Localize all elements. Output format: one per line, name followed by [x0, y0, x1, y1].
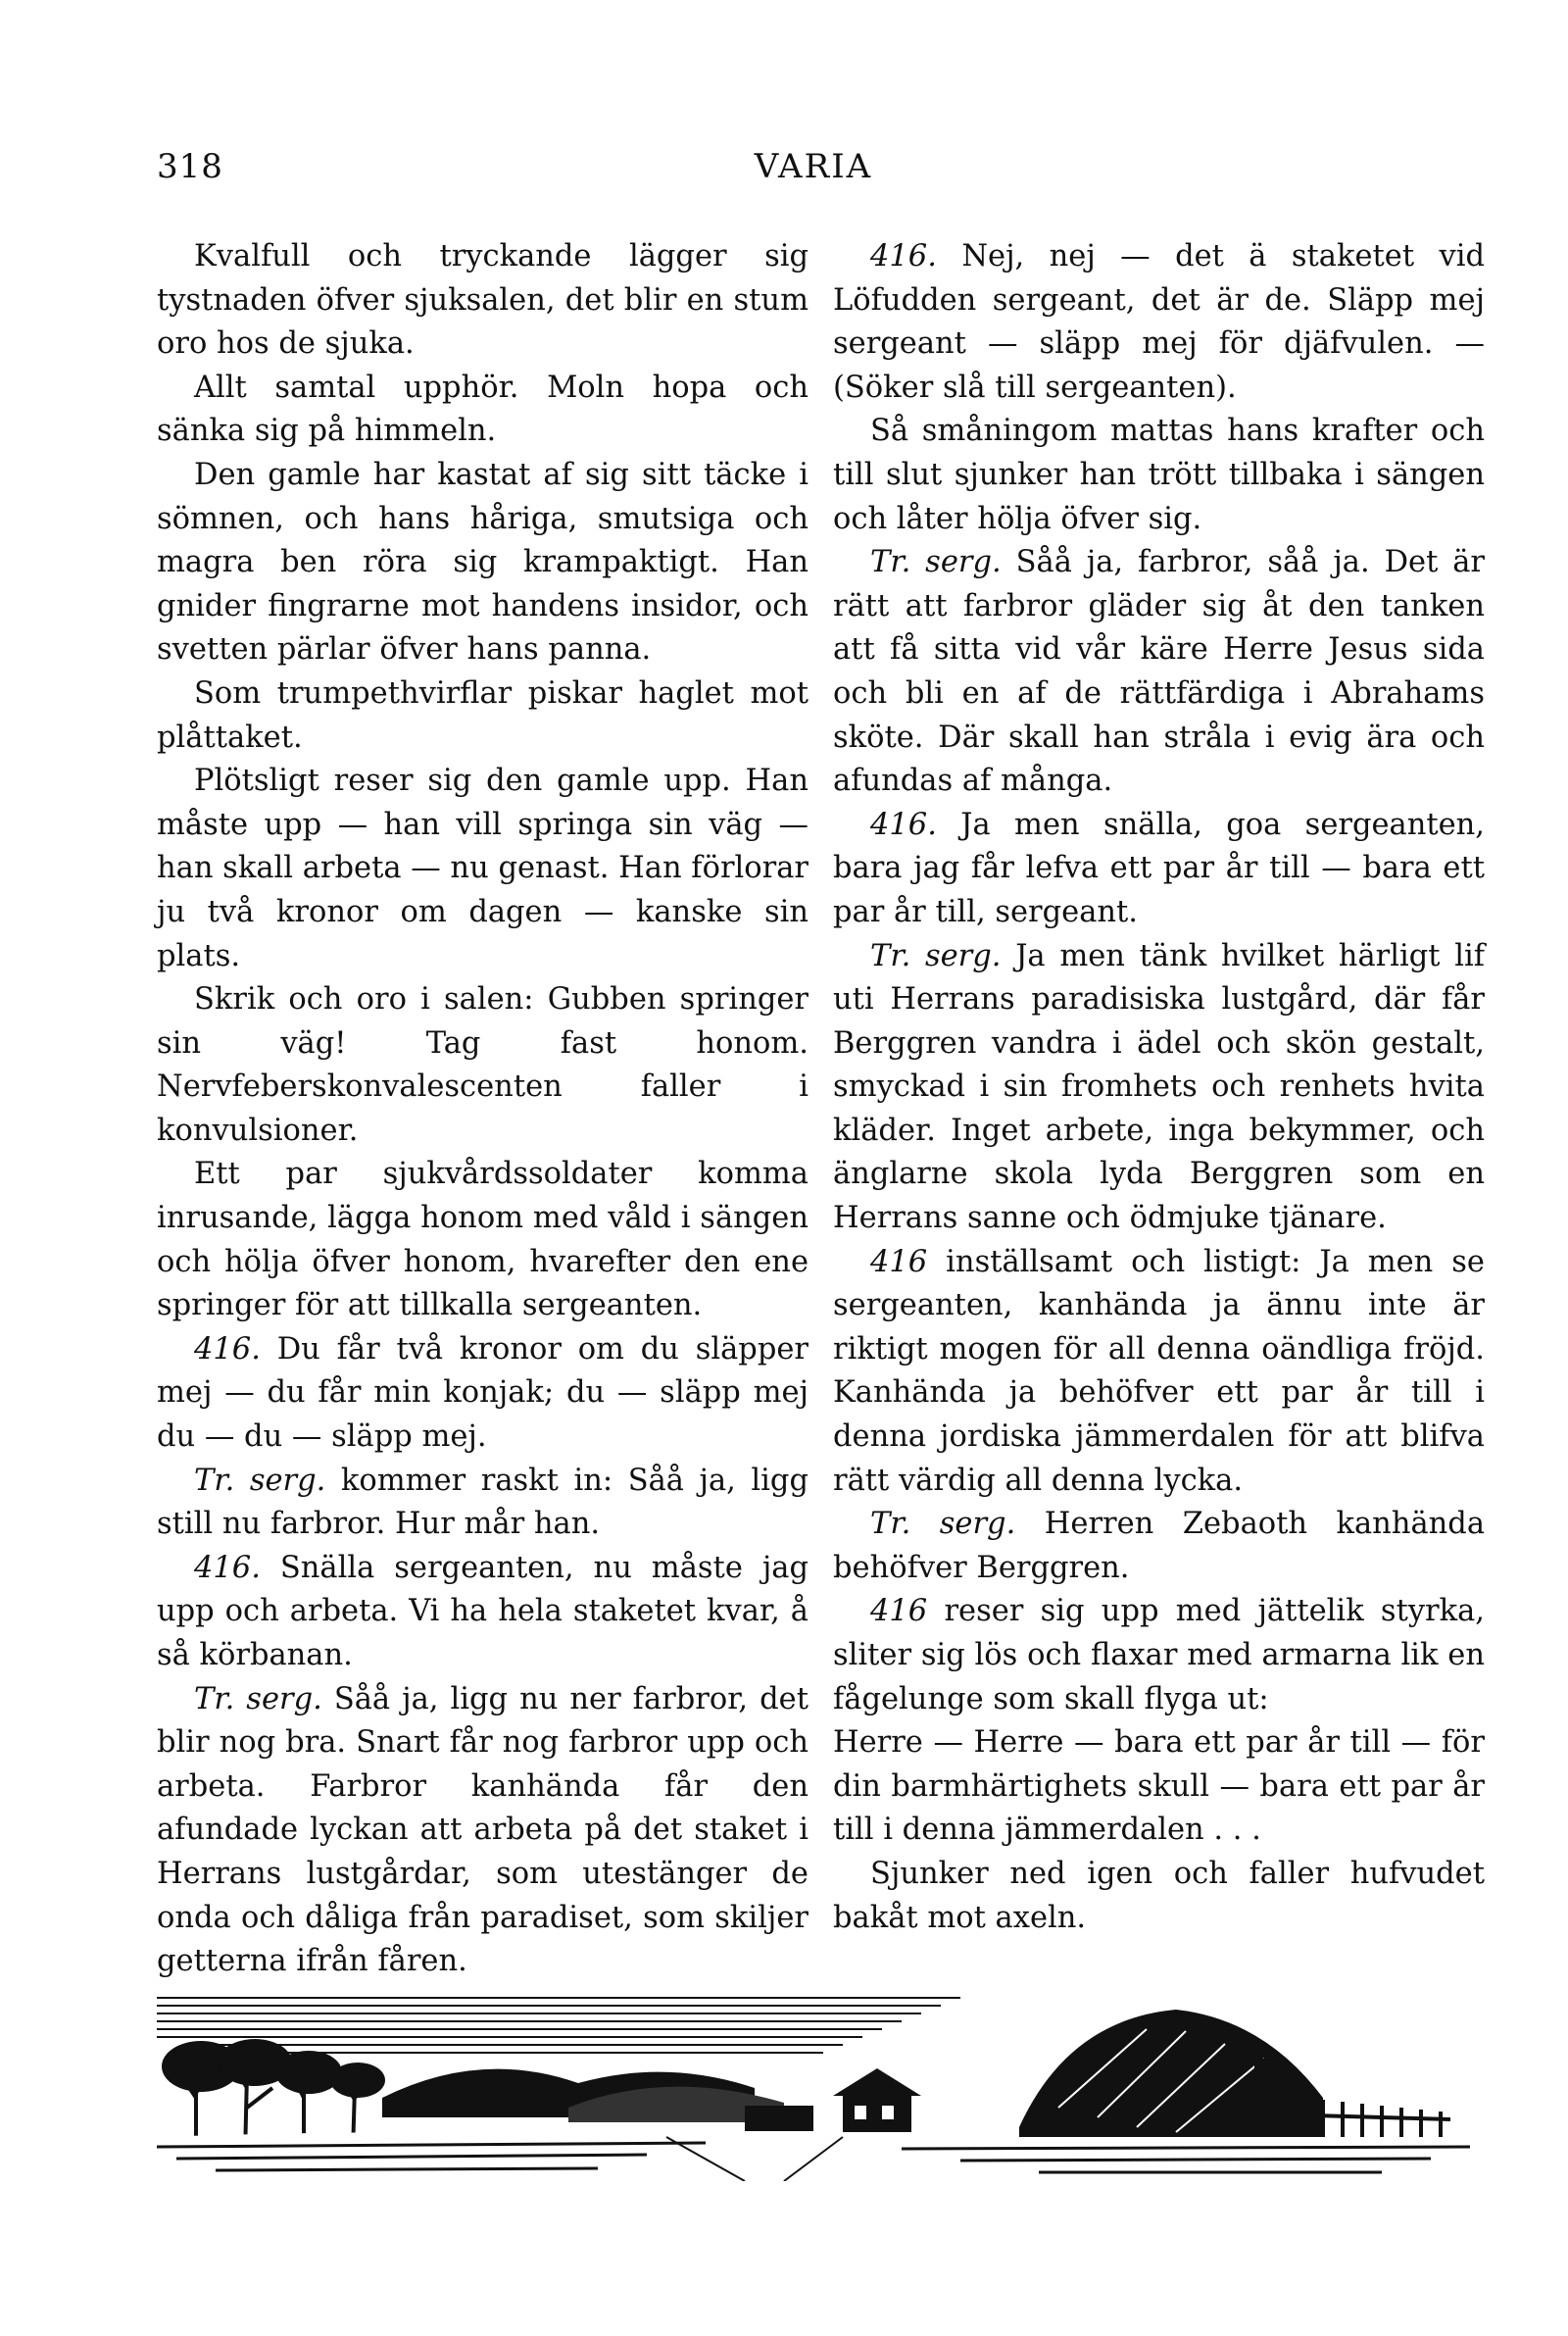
paragraph: Som trumpethvirflar piskar haglet mot plåttaket. — [157, 675, 808, 755]
paragraph: Herre — Herre — bara ett par år till — för din barmhärtighets skull — bara ett par år till i denna jämmerdalen . . . — [833, 1725, 1485, 1848]
dialogue-line: 416. Snälla sergeanten, nu måste jag upp och arbeta. Vi ha hela staketet kvar, å så körbanan. — [157, 1550, 808, 1672]
speaker-label: 416 — [870, 1244, 928, 1279]
speaker-label: Tr. serg. — [870, 938, 1002, 973]
paragraph: Skrik och oro i salen: Gubben springer sin väg! Tag fast honom. Nervfeberskonvalescenten faller i konvulsioner. — [157, 982, 808, 1148]
dialogue-line: Tr. serg. Såå ja, ligg nu ner farbror, det blir nog bra. Snart får nog farbror upp och arbeta. Farbror kanhända får den afundade lyckan att arbeta på det staket i Herrans lustgårdar, som utestänger de onda och dåliga från paradiset, som skiljer getterna ifrån fåren. — [157, 1681, 808, 1979]
speaker-label: 416. — [194, 1550, 261, 1585]
page-header — [157, 147, 1470, 196]
landscape-illustration — [157, 1990, 1470, 2181]
paragraph: Ett par sjukvårdssoldater komma inrusande, lägga honom med våld i sängen och hölja öfver honom, hvarefter den ene springer för att tillkalla sergeanten. — [157, 1157, 808, 1323]
speaker-label: Tr. serg. — [870, 545, 1002, 580]
paragraph: Den gamle har kastat af sig sitt täcke i sömnen, och hans håriga, smutsiga och magra ben röra sig krampaktigt. Han gnider fingrarne mot handens insidor, och svetten pärlar öfver hans panna. — [157, 457, 808, 668]
speaker-label: 416. — [870, 807, 937, 842]
running-head: VARIA — [754, 147, 873, 186]
paragraph: Kvalfull och tryckande lägger sig tystnaden öfver sjuksalen, det blir en stum oro hos de sjuka. — [157, 239, 808, 362]
speaker-label: Tr. serg. — [194, 1463, 326, 1498]
dialogue-line: 416. Ja men snälla, goa sergeanten, bara jag får lefva ett par år till — bara ett par år till, sergeant. — [833, 807, 1485, 929]
dialogue-line: Tr. serg. Herren Zebaoth kanhända behöfver Berggren. — [833, 1507, 1486, 1585]
speaker-label: 416 — [870, 1594, 928, 1629]
paragraph: Sjunker ned igen och faller hufvudet bakåt mot axeln. — [833, 1856, 1485, 1935]
paragraph: Plötsligt reser sig den gamle upp. Han måste upp — han vill springa sin väg — han skall arbeta — nu genast. Han förlorar ju två kronor om dagen — kanske sin plats. — [157, 764, 808, 973]
dialogue-line: 416 reser sig upp med jättelik styrka, sliter sig lös och flaxar med armarna lik en fågelunge som skall flyga ut: — [833, 1594, 1485, 1716]
speaker-label: Tr. serg. — [870, 1507, 1016, 1542]
paragraph: Allt samtal upphör. Moln hopa och sänka sig på himmeln. — [157, 370, 808, 449]
dialogue-line: 416 inställsamt och listigt: Ja men se sergeanten, kanhända ja ännu inte är riktigt mogen för all denna oändliga fröjd. Kanhända ja behöfver ett par år till i denna jordiska jämmerdalen för att blifva rätt värdig all denna lycka. — [833, 1244, 1485, 1498]
paragraph: Så småningom mattas hans krafter och till slut sjunker han trött tillbaka i sängen och låter hölja öfver sig. — [833, 414, 1485, 536]
dialogue-line: Tr. serg. Ja men tänk hvilket härligt lif uti Herrans paradisiska lustgård, där får Berggren vandra i ädel och skön gestalt, smyckad i sin fromhets och renhets hvita kläder. Inget arbete, inga bekymmer, och änglarne skola lyda Berggren som en Herrans sanne och ödmjuke tjänare. — [833, 938, 1486, 1236]
page-number: 318 — [157, 147, 223, 186]
right-column — [833, 235, 1485, 1940]
dialogue-line: 416. Nej, nej — det ä staketet vid Löfudden sergeant, det är de. Släpp mej sergeant — släpp mej för djäfvulen. — (Söker slå till sergeanten). — [833, 239, 1485, 405]
speaker-label: 416. — [870, 239, 937, 273]
dialogue-line: Tr. serg. Såå ja, farbror, såå ja. Det är rätt att farbror gläder sig åt den tanken att få sitta vid vår käre Herre Jesus sida och bli en af de rättfärdiga i Abrahams sköte. Där skall han stråla i evig ära och afundas af många. — [833, 545, 1486, 799]
speaker-label: 416. — [194, 1331, 261, 1367]
speaker-label: Tr. serg. — [194, 1681, 322, 1716]
dialogue-line: Tr. serg. kommer raskt in: Såå ja, ligg still nu farbror. Hur mår han. — [157, 1463, 808, 1542]
dialogue-line: 416. Du får två kronor om du släpper mej — du får min konjak; du — släpp mej du — du — släpp mej. — [157, 1331, 808, 1455]
left-column — [157, 235, 808, 1984]
